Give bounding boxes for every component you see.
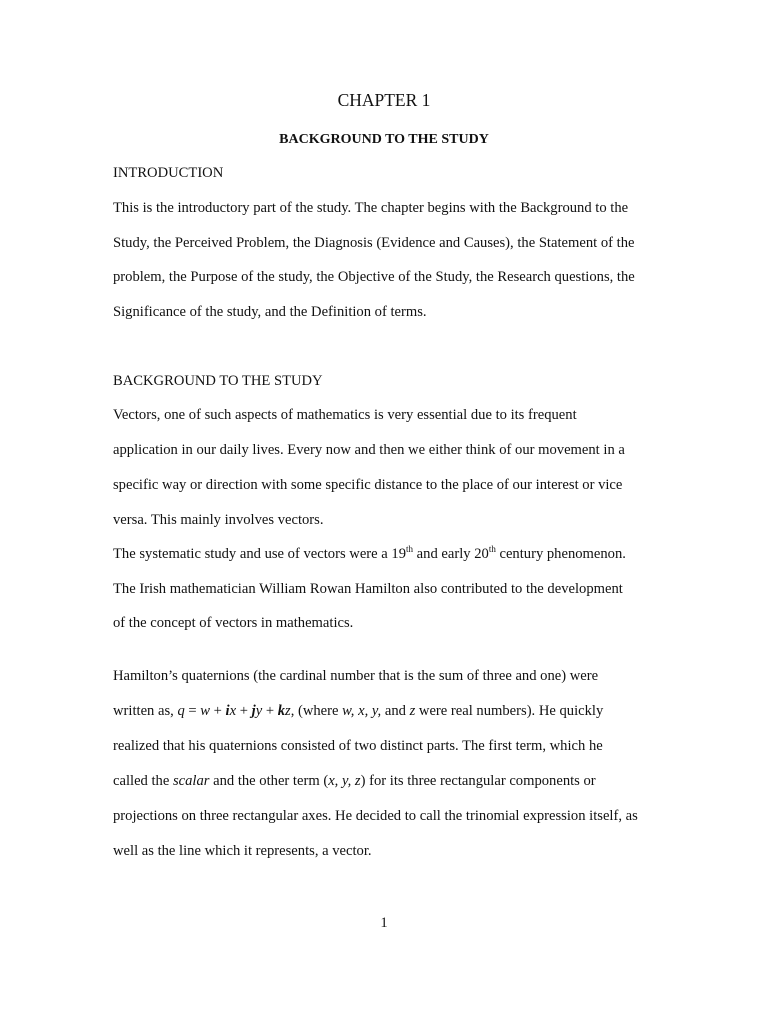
paragraph-line: Significance of the study, and the Definition of terms. <box>113 304 427 320</box>
text-fragment: and early 20 <box>413 546 489 562</box>
paragraph-line: Hamilton’s quaternions (the cardinal number that is the sum of three and one) were <box>113 668 599 684</box>
text-fragment: were real numbers). He quickly <box>415 703 604 719</box>
paragraph-line: well as the line which it represents, a vector. <box>113 843 372 859</box>
chapter-subtitle: BACKGROUND TO THE STUDY <box>279 132 489 147</box>
math-operator: = <box>184 703 201 719</box>
ordinal-superscript: th <box>488 544 496 554</box>
math-variable-list: w, x, y, <box>342 703 382 719</box>
text-fragment: , (where <box>290 703 343 719</box>
math-operator: + <box>262 703 278 719</box>
background-heading: BACKGROUND TO THE STUDY <box>113 373 323 389</box>
math-variable: x <box>229 703 237 719</box>
paragraph-line: Study, the Perceived Problem, the Diagnosis (Evidence and Causes), the Statement of the <box>113 235 635 251</box>
paragraph-line: projections on three rectangular axes. He decided to call the trinomial expression itself, as <box>113 808 638 824</box>
paragraph-line: of the concept of vectors in mathematics. <box>113 615 354 631</box>
paragraph-line: specific way or direction with some specific distance to the place of our interest or vice <box>113 477 623 493</box>
paragraph-line-formula <box>113 703 603 720</box>
math-operator: + <box>236 703 252 719</box>
math-variable-list: x, y, z <box>328 773 361 789</box>
paragraph-line: realized that his quaternions consisted of two distinct parts. The first term, which he <box>113 738 603 754</box>
emphasis-term: scalar <box>172 773 210 789</box>
paragraph-line: versa. This mainly involves vectors. <box>113 512 324 528</box>
math-unit-vector: i <box>225 703 230 719</box>
paragraph-line: The Irish mathematician William Rowan Hamilton also contributed to the development <box>113 581 623 597</box>
math-variable: q <box>177 703 185 719</box>
math-unit-vector: k <box>277 703 285 719</box>
text-fragment: and the other term ( <box>209 773 329 789</box>
paragraph-line-centuries <box>113 546 626 563</box>
text-fragment: century phenomenon. <box>495 546 626 562</box>
math-variable: z <box>285 703 291 719</box>
text-fragment: called the <box>113 773 173 789</box>
text-fragment: and <box>381 703 410 719</box>
math-unit-vector: j <box>251 703 256 719</box>
text-fragment: written as, <box>113 703 178 719</box>
chapter-title: CHAPTER 1 <box>337 90 431 110</box>
paragraph-line-scalar <box>113 773 596 790</box>
paragraph-line: Vectors, one of such aspects of mathematics is very essential due to its frequent <box>113 407 577 423</box>
math-variable: w <box>200 703 211 719</box>
math-variable: z <box>409 703 416 719</box>
paragraph-line: problem, the Purpose of the study, the Objective of the Study, the Research questions, the <box>113 269 635 285</box>
text-fragment: The systematic study and use of vectors were a 19 <box>113 546 407 562</box>
paragraph-line: application in our daily lives. Every now and then we either think of our movement in a <box>113 442 625 458</box>
page-number: 1 <box>380 915 388 931</box>
text-fragment: ) for its three rectangular components or <box>360 773 596 789</box>
math-variable: y <box>255 703 263 719</box>
paragraph-line: This is the introductory part of the study. The chapter begins with the Background to the <box>113 200 629 216</box>
math-operator: + <box>210 703 226 719</box>
ordinal-superscript: th <box>406 544 414 554</box>
introduction-heading: INTRODUCTION <box>113 165 224 181</box>
